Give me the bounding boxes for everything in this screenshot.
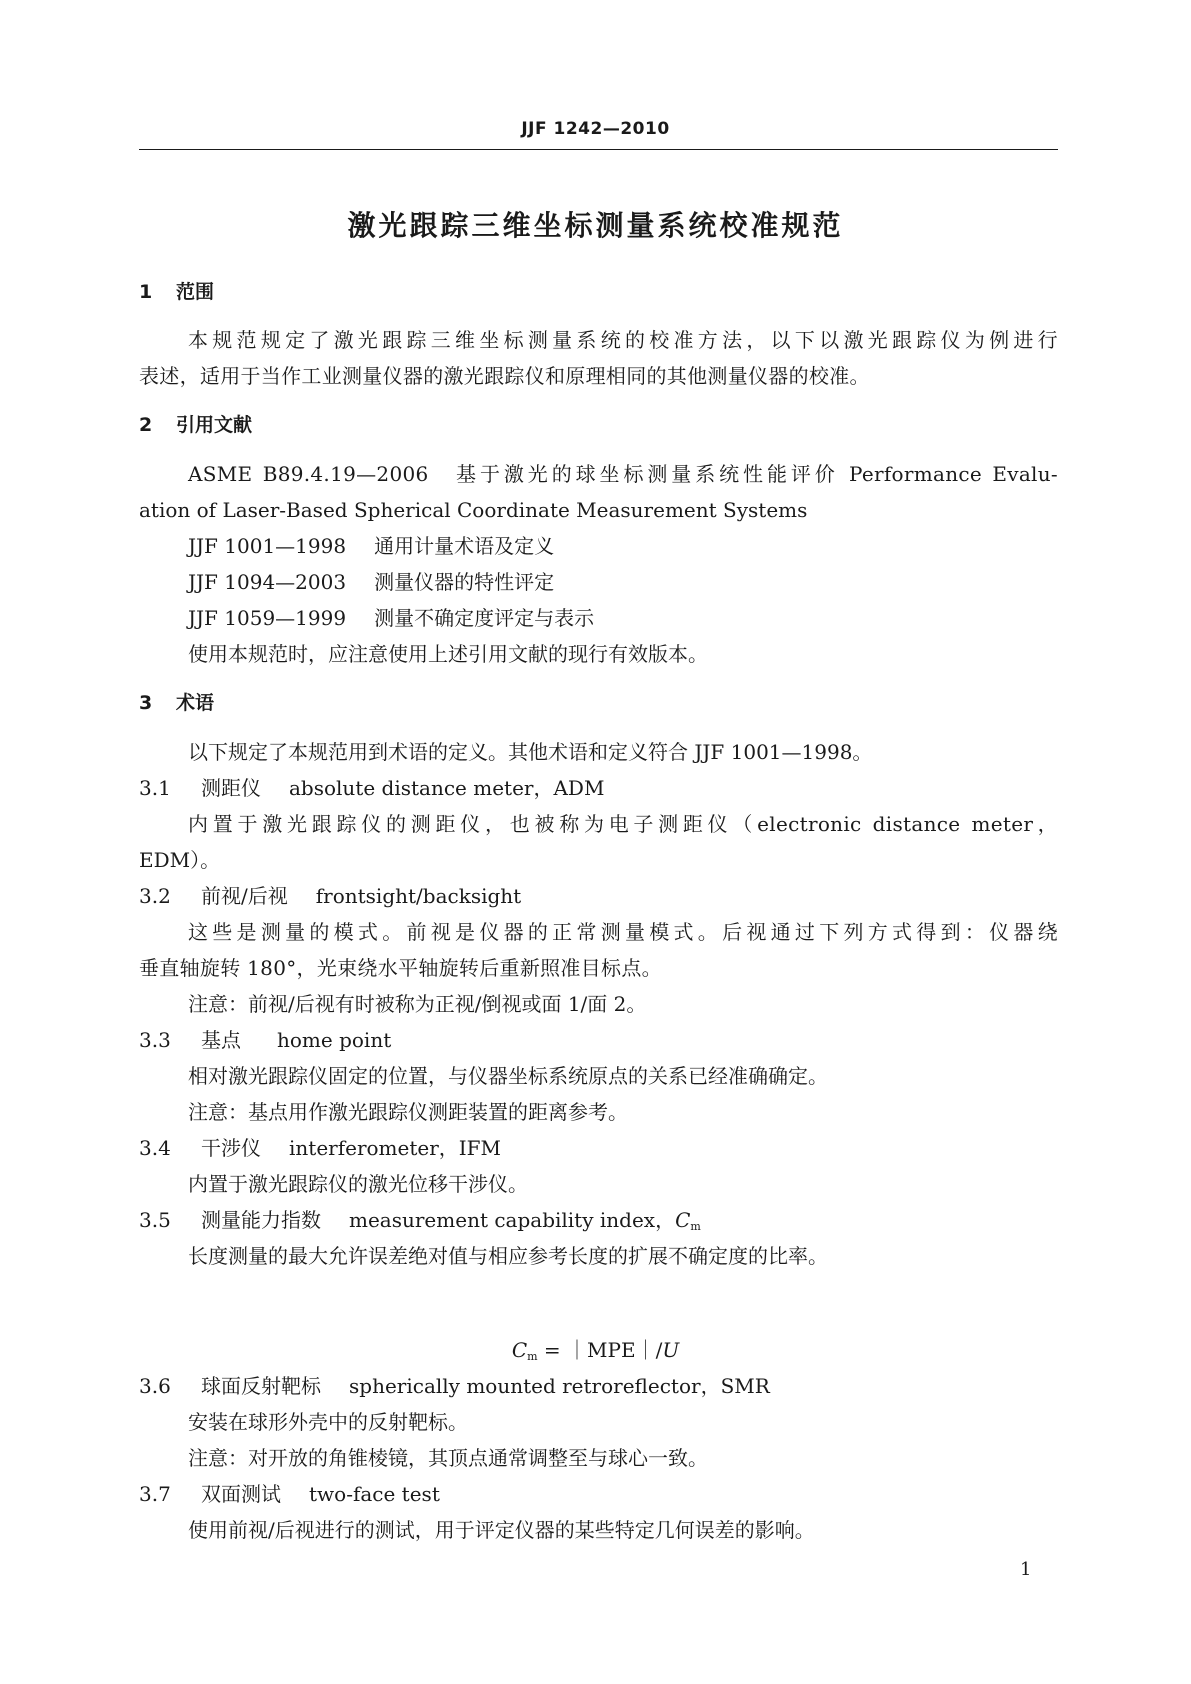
term-heading	[139, 878, 521, 914]
formula-expression: = ｜MPE｜/	[537, 1338, 663, 1362]
reference-asme-line: ation of Laser-Based Spherical Coordinate Measurement Systems	[139, 498, 808, 522]
term-chinese: 前视/后视	[201, 884, 288, 908]
term-number: 3.7	[139, 1482, 171, 1506]
term-chinese: 双面测试	[201, 1482, 281, 1506]
term-number: 3.5	[139, 1208, 171, 1232]
term-symbol-subscript: m	[690, 1220, 701, 1233]
reference-item	[188, 528, 554, 564]
term-note: 注意：前视/后视有时被称为正视/倒视或面 1/面 2。	[188, 992, 647, 1016]
term-note: 注意：对开放的角锥棱镜，其顶点通常调整至与球心一致。	[188, 1446, 708, 1470]
page-number: 1	[1020, 1559, 1032, 1580]
term-definition: 安装在球形外壳中的反射靶标。	[188, 1410, 468, 1434]
term-heading	[139, 1022, 391, 1058]
term-definition: 这些是测量的模式。前视是仪器的正常测量模式。后视通过下列方式得到：仪器绕	[188, 920, 1058, 944]
document-title: 激光跟踪三维坐标测量系统校准规范	[347, 209, 844, 242]
term-number: 3.2	[139, 884, 171, 908]
term-symbol: C	[675, 1208, 691, 1232]
term-english: frontsight/backsight	[315, 884, 522, 908]
term-english: absolute distance meter，ADM	[289, 776, 605, 800]
section-title: 引用文献	[176, 414, 253, 436]
term-number: 3.6	[139, 1374, 171, 1398]
term-number: 3.4	[139, 1136, 171, 1160]
terms-intro: 以下规定了本规范用到术语的定义。其他术语和定义符合 JJF 1001—1998。	[188, 740, 873, 764]
reference-asme-line: ASME B89.4.19—2006 基于激光的球坐标测量系统性能评价 Performance Evalu-	[188, 462, 1058, 486]
term-english: home point	[277, 1028, 392, 1052]
term-definition: 内置于激光跟踪仪的激光位移干涉仪。	[188, 1172, 528, 1196]
term-number: 3.3	[139, 1028, 171, 1052]
term-chinese: 测量能力指数	[201, 1208, 321, 1232]
term-definition: 长度测量的最大允许误差绝对值与相应参考长度的扩展不确定度的比率。	[188, 1244, 828, 1268]
reference-code: JJF 1059—1999	[188, 606, 347, 630]
reference-name: 通用计量术语及定义	[374, 534, 555, 558]
term-definition: 内置于激光跟踪仪的测距仪，也被称为电子测距仪（electronic distance meter，	[188, 812, 1058, 836]
section-1-paragraph-line: 本规范规定了激光跟踪三维坐标测量系统的校准方法，以下以激光跟踪仪为例进行	[188, 328, 1058, 352]
term-definition: 垂直轴旋转 180°，光束绕水平轴旋转后重新照准目标点。	[139, 956, 662, 980]
term-note: 注意：基点用作激光跟踪仪测距装置的距离参考。	[188, 1100, 628, 1124]
standard-code-header: JJF 1242—2010	[521, 119, 670, 139]
term-english: two-face test	[309, 1482, 440, 1506]
header-rule	[139, 149, 1058, 150]
reference-name: 测量不确定度评定与表示	[374, 606, 595, 630]
reference-note: 使用本规范时，应注意使用上述引用文献的现行有效版本。	[188, 642, 708, 666]
reference-item	[188, 564, 554, 600]
capability-index-formula	[0, 1332, 1191, 1368]
reference-code: JJF 1094—2003	[188, 570, 347, 594]
term-heading	[139, 1202, 701, 1238]
term-english: measurement capability index，	[349, 1208, 676, 1232]
term-english: spherically mounted retroreflector，SMR	[349, 1374, 770, 1398]
formula-uncertainty: U	[662, 1338, 680, 1362]
section-number: 1	[139, 281, 153, 303]
section-3-heading	[139, 688, 214, 718]
term-heading	[139, 1476, 440, 1512]
formula-symbol: C	[511, 1338, 528, 1362]
section-1-paragraph-line: 表述，适用于当作工业测量仪器的激光跟踪仪和原理相同的其他测量仪器的校准。	[139, 364, 870, 388]
term-heading	[139, 1130, 501, 1166]
term-definition: 相对激光跟踪仪固定的位置，与仪器坐标系统原点的关系已经准确确定。	[188, 1064, 828, 1088]
term-chinese: 球面反射靶标	[201, 1374, 321, 1398]
section-2-heading	[139, 410, 252, 440]
section-1-heading	[139, 277, 214, 307]
section-title: 范围	[176, 281, 215, 303]
term-heading	[139, 770, 604, 806]
term-chinese: 基点	[201, 1028, 241, 1052]
section-title: 术语	[176, 692, 215, 714]
formula-subscript: m	[527, 1350, 538, 1363]
term-number: 3.1	[139, 776, 171, 800]
term-chinese: 测距仪	[201, 776, 261, 800]
term-chinese: 干涉仪	[201, 1136, 261, 1160]
reference-name: 测量仪器的特性评定	[374, 570, 555, 594]
section-number: 2	[139, 414, 153, 436]
reference-item	[188, 600, 594, 636]
section-number: 3	[139, 692, 153, 714]
reference-code: JJF 1001—1998	[188, 534, 347, 558]
term-heading	[139, 1368, 770, 1404]
term-definition: EDM）。	[139, 848, 221, 872]
term-english: interferometer，IFM	[289, 1136, 502, 1160]
term-definition: 使用前视/后视进行的测试，用于评定仪器的某些特定几何误差的影响。	[188, 1518, 815, 1542]
